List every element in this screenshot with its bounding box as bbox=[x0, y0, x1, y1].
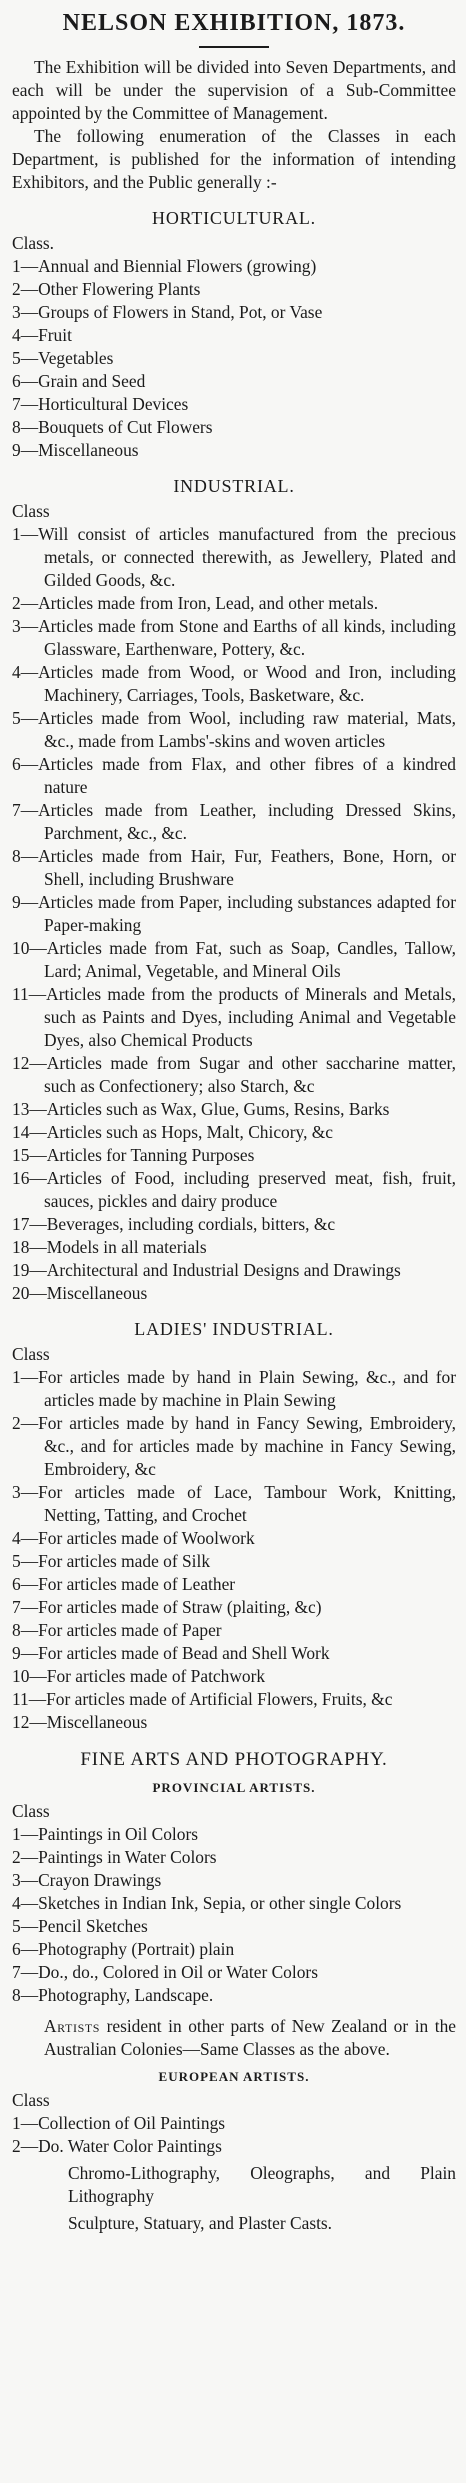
horticultural-list bbox=[12, 255, 456, 462]
list-item: 16—Articles of Food, including preserved meat, fish, fruit, sauces, pickles and dairy produce bbox=[12, 1168, 456, 1211]
european-artists-list bbox=[12, 2112, 456, 2158]
section-heading-fine-arts: FINE ARTS AND PHOTOGRAPHY. bbox=[80, 1749, 388, 1770]
list-item: 3—Groups of Flowers in Stand, Pot, or Vase bbox=[12, 302, 323, 322]
class-label: Class bbox=[12, 501, 50, 521]
list-item: 1—Collection of Oil Paintings bbox=[12, 2113, 226, 2133]
intro-paragraph-2: The following enumeration of the Classes in each Department, is published for the information of intending Exhibitors, and the Public generally :- bbox=[12, 126, 456, 192]
list-item: 1—Paintings in Oil Colors bbox=[12, 1824, 198, 1844]
ladies-industrial-list bbox=[12, 1366, 456, 1734]
list-item: 4—Articles made from Wood, or Wood and Iron, including Machinery, Carriages, Tools, Basketware, &c. bbox=[12, 662, 456, 705]
list-item: 3—Crayon Drawings bbox=[12, 1870, 162, 1890]
list-item: 7—For articles made of Straw (plaiting, &c) bbox=[12, 1597, 322, 1617]
list-item: 6—For articles made of Leather bbox=[12, 1574, 236, 1594]
list-item: 4—For articles made of Woolwork bbox=[12, 1528, 255, 1548]
artists-note-lead: Artists bbox=[44, 2016, 101, 2036]
industrial-list bbox=[12, 523, 456, 1305]
list-item: 14—Articles such as Hops, Malt, Chicory, &c bbox=[12, 1122, 334, 1142]
list-item: 12—Miscellaneous bbox=[12, 1712, 148, 1732]
list-item: 7—Do., do., Colored in Oil or Water Colors bbox=[12, 1962, 318, 1982]
artists-note-text: resident in other parts of New Zealand or in the Australian Colonies—Same Classes as the above. bbox=[44, 2016, 456, 2059]
list-item: 4—Sketches in Indian Ink, Sepia, or other single Colors bbox=[12, 1893, 402, 1913]
list-item: 11—For articles made of Artificial Flowers, Fruits, &c bbox=[12, 1689, 393, 1709]
list-item: 8—For articles made of Paper bbox=[12, 1620, 222, 1640]
section-heading-ladies-industrial: LADIES' INDUSTRIAL. bbox=[134, 1319, 334, 1339]
artists-note bbox=[12, 2015, 456, 2061]
list-item: 13—Articles such as Wax, Glue, Gums, Resins, Barks bbox=[12, 1099, 390, 1119]
list-item: 5—Vegetables bbox=[12, 348, 114, 368]
sculpture-line: Sculpture, Statuary, and Plaster Casts. bbox=[68, 2213, 333, 2233]
list-item: 1—For articles made by hand in Plain Sewing, &c., and for articles made by machine in Plain Sewing bbox=[12, 1367, 456, 1410]
section-heading-industrial: INDUSTRIAL. bbox=[173, 476, 295, 496]
list-item: 2—Other Flowering Plants bbox=[12, 279, 201, 299]
list-item: 10—For articles made of Patchwork bbox=[12, 1666, 266, 1686]
list-item: 8—Photography, Landscape. bbox=[12, 1985, 214, 2005]
list-item: 2—Paintings in Water Colors bbox=[12, 1847, 217, 1867]
list-item: 15—Articles for Tanning Purposes bbox=[12, 1145, 255, 1165]
list-item: 18—Models in all materials bbox=[12, 1237, 207, 1257]
chromo-lithography-line: Chromo-Lithography, Oleographs, and Plain Lithography bbox=[68, 2163, 456, 2206]
list-item: 5—Pencil Sketches bbox=[12, 1916, 148, 1936]
list-item: 5—Articles made from Wool, including raw material, Mats, &c., made from Lambs'-skins and woven articles bbox=[12, 708, 456, 751]
list-item: 11—Articles made from the products of Minerals and Metals, such as Paints and Dyes, including Animal and Vegetable Dyes, also Chemical Products bbox=[12, 984, 456, 1050]
provincial-artists-list bbox=[12, 1823, 456, 2007]
page-title: NELSON EXHIBITION, 1873. bbox=[62, 10, 406, 36]
class-label: Class bbox=[12, 1801, 50, 1821]
list-item: 6—Photography (Portrait) plain bbox=[12, 1939, 235, 1959]
class-label: Class bbox=[12, 1344, 50, 1364]
list-item: 1—Will consist of articles manufactured from the precious metals, or connected therewith, as Jewellery, Plated and Gilded Goods, &c. bbox=[12, 524, 456, 590]
list-item: 19—Architectural and Industrial Designs and Drawings bbox=[12, 1260, 401, 1280]
list-item: 7—Horticultural Devices bbox=[12, 394, 189, 414]
list-item: 2—Do. Water Color Paintings bbox=[12, 2136, 222, 2156]
list-item: 5—For articles made of Silk bbox=[12, 1551, 211, 1571]
list-item: 4—Fruit bbox=[12, 325, 72, 345]
section-heading-horticultural: HORTICULTURAL. bbox=[152, 208, 316, 228]
list-item: 6—Articles made from Flax, and other fibres of a kindred nature bbox=[12, 754, 456, 797]
list-item: 2—Articles made from Iron, Lead, and other metals. bbox=[12, 593, 379, 613]
list-item: 3—For articles made of Lace, Tambour Work, Knitting, Netting, Tatting, and Crochet bbox=[12, 1482, 456, 1525]
intro-paragraph-1: The Exhibition will be divided into Seven Departments, and each will be under the supervision of a Sub-Committee appointed by the Committee of Management. bbox=[12, 57, 456, 123]
list-item: 7—Articles made from Leather, including Dressed Skins, Parchment, &c., &c. bbox=[12, 800, 456, 843]
subheading-european-artists: EUROPEAN ARTISTS. bbox=[158, 2069, 310, 2084]
list-item: 10—Articles made from Fat, such as Soap, Candles, Tallow, Lard; Animal, Vegetable, and Mineral Oils bbox=[12, 938, 456, 981]
list-item: 12—Articles made from Sugar and other saccharine matter, such as Confectionery; also Starch, &c bbox=[12, 1053, 456, 1096]
list-item: 9—For articles made of Bead and Shell Work bbox=[12, 1643, 330, 1663]
list-item: 20—Miscellaneous bbox=[12, 1283, 148, 1303]
list-item: 2—For articles made by hand in Fancy Sewing, Embroidery, &c., and for articles made by machine in Fancy Sewing, Embroidery, &c bbox=[12, 1413, 456, 1479]
class-label: Class. bbox=[12, 233, 55, 253]
title-rule bbox=[199, 46, 269, 48]
list-item: 8—Bouquets of Cut Flowers bbox=[12, 417, 213, 437]
list-item: 9—Miscellaneous bbox=[12, 440, 139, 460]
list-item: 8—Articles made from Hair, Fur, Feathers, Bone, Horn, or Shell, including Brushware bbox=[12, 846, 456, 889]
list-item: 3—Articles made from Stone and Earths of all kinds, including Glassware, Earthenware, Pottery, &c. bbox=[12, 616, 456, 659]
subheading-provincial-artists: PROVINCIAL ARTISTS. bbox=[152, 1780, 316, 1795]
list-item: 17—Beverages, including cordials, bitters, &c bbox=[12, 1214, 336, 1234]
list-item: 9—Articles made from Paper, including substances adapted for Paper-making bbox=[12, 892, 456, 935]
class-label: Class bbox=[12, 2090, 50, 2110]
list-item: 1—Annual and Biennial Flowers (growing) bbox=[12, 256, 317, 276]
list-item: 6—Grain and Seed bbox=[12, 371, 146, 391]
